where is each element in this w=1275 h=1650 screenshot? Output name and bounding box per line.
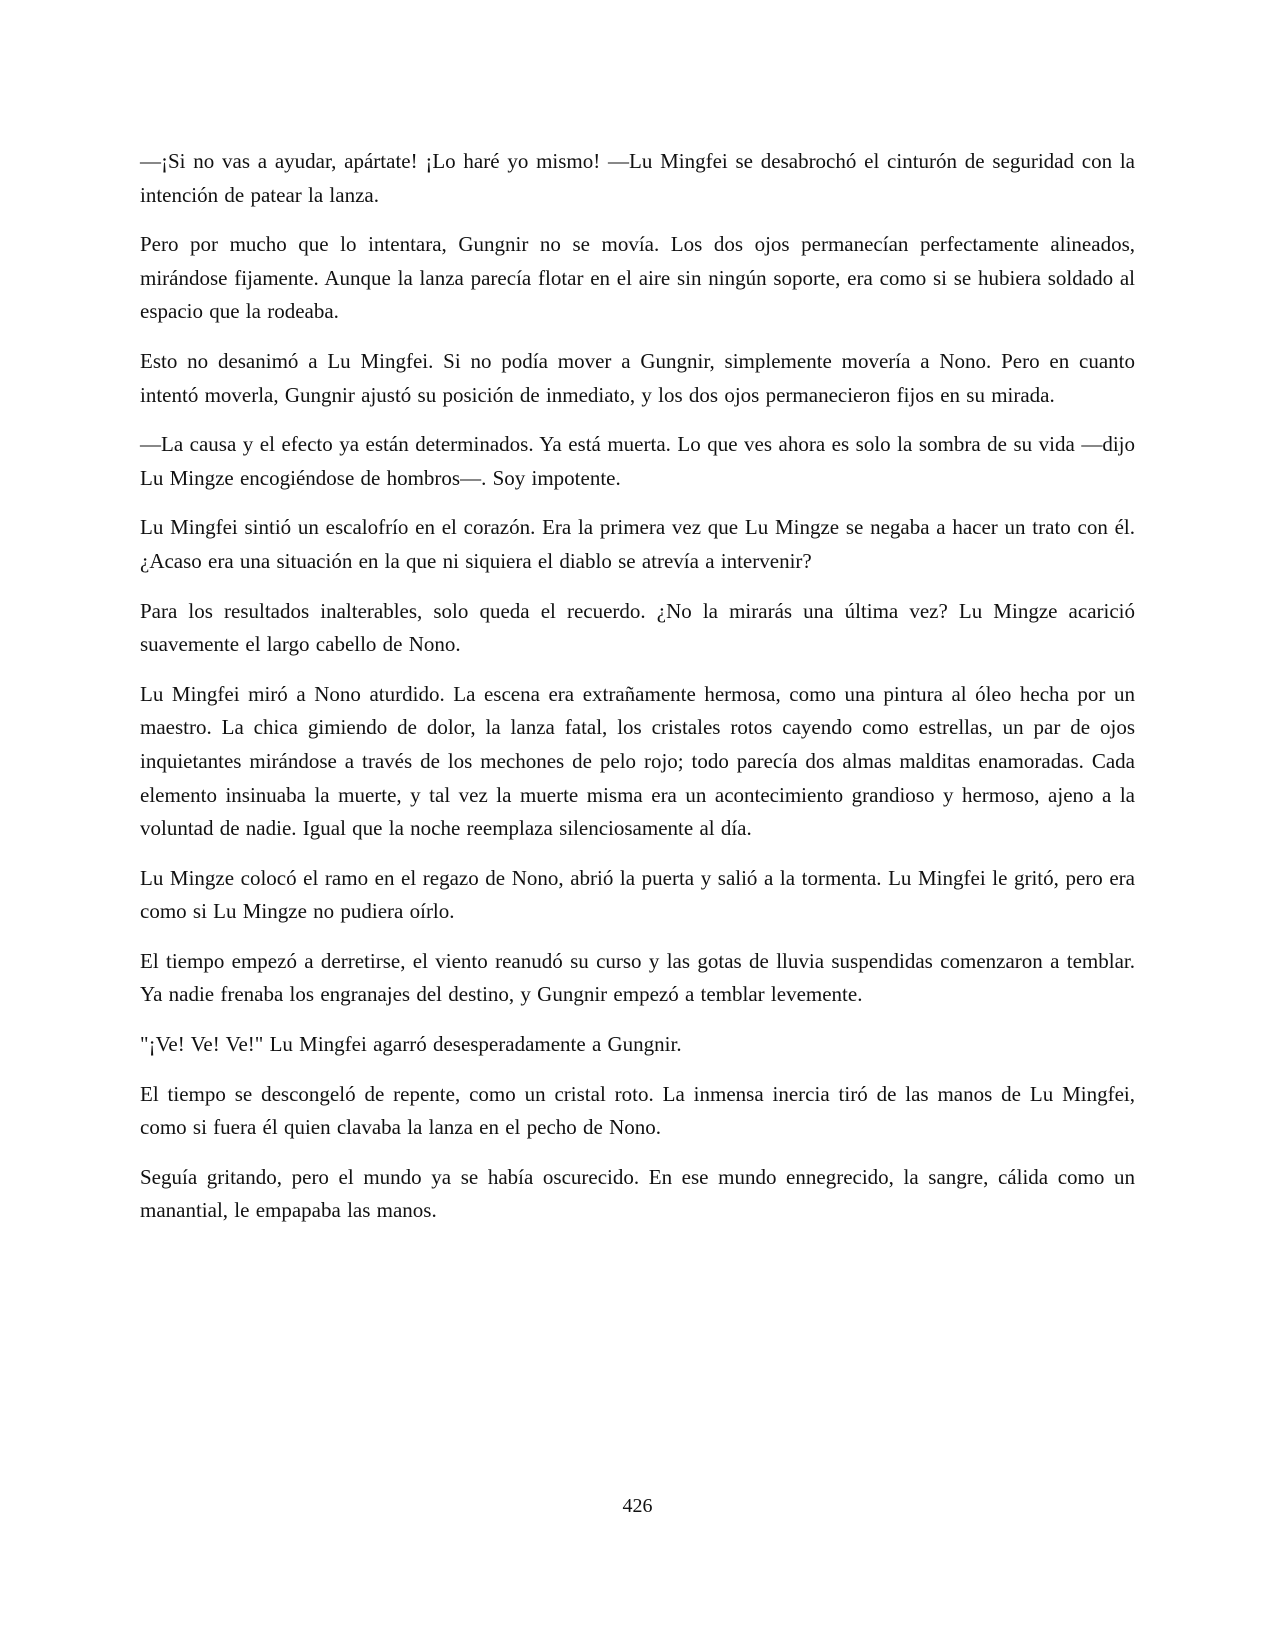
paragraph: —La causa y el efecto ya están determinados. Ya está muerta. Lo que ves ahora es solo la sombra de su vida —dijo Lu Mingze encogiéndose de hombros—. Soy impotente. — [140, 432, 1135, 490]
paragraph: —¡Si no vas a ayudar, apártate! ¡Lo haré yo mismo! —Lu Mingfei se desabrochó el cinturón de seguridad con la intención de patear la lanza. — [140, 149, 1135, 207]
paragraph: El tiempo se descongeló de repente, como un cristal roto. La inmensa inercia tiró de las manos de Lu Mingfei, como si fuera él quien clavaba la lanza en el pecho de Nono. — [140, 1081, 1135, 1140]
paragraph: "¡Ve! Ve! Ve!" Lu Mingfei agarró desesperadamente a Gungnir. — [140, 1032, 682, 1057]
paragraph: Lu Mingfei sintió un escalofrío en el corazón. Era la primera vez que Lu Mingze se negaba a hacer un trato con él. ¿Acaso era una situación en la que ni siquiera el diablo se atrevía a intervenir? — [140, 515, 1135, 573]
paragraph: El tiempo empezó a derretirse, el viento reanudó su curso y las gotas de lluvia suspendidas comenzaron a temblar. Ya nadie frenaba los engranajes del destino, y Gungnir empezó a temblar levemente. — [140, 948, 1135, 1007]
text-body — [140, 145, 1135, 1228]
paragraph: Lu Mingze colocó el ramo en el regazo de Nono, abrió la puerta y salió a la tormenta. Lu Mingfei le gritó, pero era como si Lu Mingze no pudiera oírlo. — [140, 865, 1135, 924]
paragraph: Pero por mucho que lo intentara, Gungnir no se movía. Los dos ojos permanecían perfectamente alineados, mirándose fijamente. Aunque la lanza parecía flotar en el aire sin ningún soporte, era como si se hubiera soldado al espacio que la rodeaba. — [140, 232, 1135, 324]
paragraph: Para los resultados inalterables, solo queda el recuerdo. ¿No la mirarás una última vez? Lu Mingze acarició suavemente el largo cabello de Nono. — [140, 598, 1135, 657]
page-number: 426 — [622, 1495, 653, 1517]
paragraph: Esto no desanimó a Lu Mingfei. Si no podía mover a Gungnir, simplemente movería a Nono. Pero en cuanto intentó moverla, Gungnir ajustó su posición de inmediato, y los dos ojos permanecieron fijos en su mirada. — [140, 348, 1135, 407]
paragraph: Seguía gritando, pero el mundo ya se había oscurecido. En ese mundo ennegrecido, la sangre, cálida como un manantial, le empapaba las manos. — [140, 1164, 1135, 1223]
paragraph: Lu Mingfei miró a Nono aturdido. La escena era extrañamente hermosa, como una pintura al óleo hecha por un maestro. La chica gimiendo de dolor, la lanza fatal, los cristales rotos cayendo como estrellas, un par de ojos inquietantes mirándose a través de los mechones de pelo rojo; todo parecía dos almas malditas enamoradas. Cada elemento insinuaba la muerte, y tal vez la muerte misma era un acontecimiento grandioso y hermoso, ajeno a la voluntad de nadie. Igual que la noche reemplaza silenciosamente al día. — [140, 681, 1135, 841]
